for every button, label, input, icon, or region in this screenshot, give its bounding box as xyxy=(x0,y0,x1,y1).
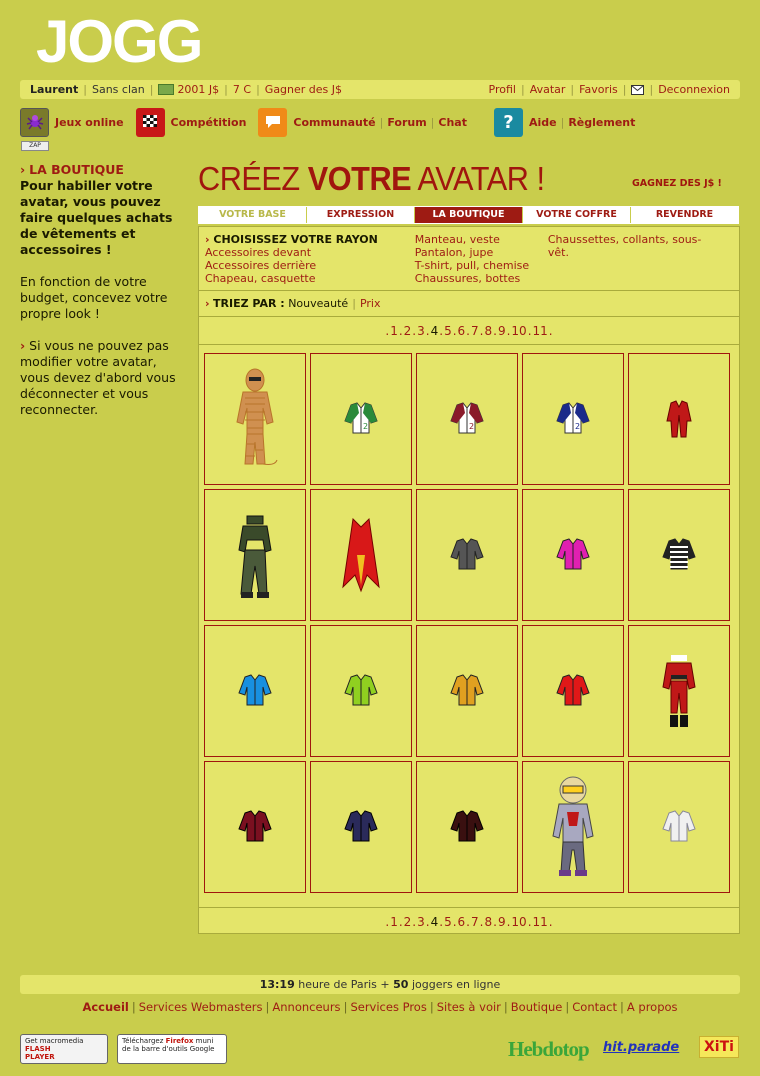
footer-accueil[interactable]: Accueil xyxy=(82,1000,129,1014)
item-santa-image xyxy=(657,651,701,731)
page-separator: . xyxy=(412,914,417,929)
zap-button[interactable]: ZAP xyxy=(21,141,49,151)
sort-bar: › TRIEZ PAR : Nouveauté | Prix xyxy=(199,291,739,317)
page-link-3[interactable]: 3 xyxy=(417,914,425,929)
nav-jeux[interactable]: Jeux online xyxy=(55,115,124,129)
hitparade-logo[interactable]: hit.parade xyxy=(603,1040,680,1055)
shop-item[interactable] xyxy=(416,761,518,893)
page-separator: . xyxy=(385,914,390,929)
item-cape-image xyxy=(337,515,385,595)
user-bar: Laurent | Sans clan | 2001 J$ | 7 C | Gagner des J$ Profil | Avatar | Favoris | | Deconnexion xyxy=(20,80,740,99)
rayon-chaussettes[interactable]: Chaussettes, collants, sous-vêt. xyxy=(547,233,702,259)
shop-item[interactable] xyxy=(522,353,624,485)
shop-item[interactable] xyxy=(204,761,306,893)
item-jacket-image xyxy=(337,671,385,711)
earn-link[interactable]: Gagner des J$ xyxy=(264,83,343,96)
item-jacket-zebra-image xyxy=(655,535,703,575)
shop-item[interactable] xyxy=(204,625,306,757)
svg-text:2: 2 xyxy=(469,422,475,431)
page-link-5[interactable]: 5 xyxy=(444,914,452,929)
page-separator: . xyxy=(493,914,497,929)
shop-item[interactable] xyxy=(628,761,730,893)
item-jacket-image xyxy=(231,671,279,711)
footer-sites[interactable]: Sites à voir xyxy=(436,1000,501,1014)
nav-communaute[interactable]: Communauté xyxy=(293,115,376,129)
footer-apropos[interactable]: A propos xyxy=(626,1000,678,1014)
rayon-accessoires-derriere[interactable]: Accessoires derrière xyxy=(205,259,317,272)
shop-item[interactable] xyxy=(310,353,412,485)
svg-text:2: 2 xyxy=(363,422,369,431)
page-link-8[interactable]: 8 xyxy=(484,914,493,929)
clan-status[interactable]: Sans clan xyxy=(91,83,145,96)
tab-expression[interactable]: EXPRESSION xyxy=(306,207,414,223)
item-jacket-dark-image xyxy=(337,807,385,847)
paris-time: 13:19 xyxy=(259,978,295,991)
page-separator: . xyxy=(452,914,457,929)
item-jacket-dark-image xyxy=(231,807,279,847)
nav-competition[interactable]: Compétition xyxy=(170,115,247,129)
item-jacket-image xyxy=(443,535,491,575)
shop-item[interactable] xyxy=(628,353,730,485)
page-separator: . xyxy=(466,914,470,929)
item-jacket-dark-image xyxy=(443,807,491,847)
page-link-4: 4 xyxy=(430,323,439,338)
xiti-logo[interactable]: XiTi xyxy=(699,1036,739,1058)
sidebar-title: LA BOUTIQUE xyxy=(29,162,124,177)
page-link-6[interactable]: 6 xyxy=(457,914,466,929)
page-link-7[interactable]: 7 xyxy=(471,914,479,929)
svg-text:2: 2 xyxy=(575,422,581,431)
shop-panel xyxy=(198,226,740,934)
page-separator: . xyxy=(548,914,553,929)
sidebar-intro: Pour habiller votre avatar, vous pouvez faire quelques achats de vêtements et accessoires ! xyxy=(20,178,173,257)
sidebar-budget: En fonction de votre budget, concevez votre propre look ! xyxy=(20,274,168,321)
pagination-bottom xyxy=(199,907,739,935)
rayon-chaussures[interactable]: Chaussures, bottes xyxy=(414,272,521,285)
main-nav: Jeux online Compétition Communauté | Forum | Chat ? Aide | Règlement xyxy=(20,107,740,137)
credits[interactable]: 7 C xyxy=(232,83,252,96)
page-separator: . xyxy=(425,323,430,338)
rayon-chapeau[interactable]: Chapeau, casquette xyxy=(205,272,316,285)
item-jacket-image xyxy=(549,535,597,575)
gagnez-link[interactable]: GAGNEZ DES J$ ! xyxy=(632,178,722,189)
item-mummy-image xyxy=(225,364,285,474)
page-link-10[interactable]: 10 xyxy=(511,323,527,338)
rayon-pantalon[interactable]: Pantalon, jupe xyxy=(414,246,494,259)
page-separator: . xyxy=(466,323,470,338)
rayon-section xyxy=(199,227,739,291)
arrow-icon: › xyxy=(205,297,210,310)
username[interactable]: Laurent xyxy=(30,83,79,96)
tab-votre-base[interactable]: VOTRE BASE xyxy=(199,207,306,223)
shop-item[interactable] xyxy=(522,761,624,893)
rayon-tshirt[interactable]: T-shirt, pull, chemise xyxy=(414,259,530,272)
page-link-1[interactable]: 1 xyxy=(390,914,398,929)
page-link-5[interactable]: 5 xyxy=(444,323,452,338)
page-separator: . xyxy=(527,323,532,338)
tab-revendre[interactable]: REVENDRE xyxy=(630,207,738,223)
avatar-link[interactable]: Avatar xyxy=(529,83,566,96)
page-link-2[interactable]: 2 xyxy=(403,323,412,338)
item-robot-image xyxy=(543,772,603,882)
rayon-title: CHOISISSEZ VOTRE RAYON xyxy=(213,233,378,246)
footer-contact[interactable]: Contact xyxy=(572,1000,617,1014)
spider-icon[interactable] xyxy=(20,108,49,137)
shop-item[interactable] xyxy=(310,625,412,757)
footer-boutique[interactable]: Boutique xyxy=(510,1000,563,1014)
item-jacket-stripe-image xyxy=(443,399,491,439)
shop-item[interactable] xyxy=(628,489,730,621)
page-link-1[interactable]: 1 xyxy=(390,323,398,338)
item-jacket-stripe-image xyxy=(549,399,597,439)
item-jacket-stripe-image xyxy=(337,399,385,439)
nav-aide[interactable]: Aide xyxy=(528,115,557,129)
page-separator: . xyxy=(493,323,497,338)
page-link-7[interactable]: 7 xyxy=(471,323,479,338)
shop-item[interactable] xyxy=(204,353,306,485)
flash-player-badge[interactable]: Get macromedia FLASH PLAYER xyxy=(20,1034,108,1064)
firefox-badge[interactable]: Téléchargez Firefox muni de la barre d'outils Google xyxy=(117,1034,227,1064)
page-separator: . xyxy=(398,914,403,929)
help-icon[interactable]: ? xyxy=(494,108,523,137)
balance[interactable]: 2001 J$ xyxy=(177,83,220,96)
avatar-tabs xyxy=(198,206,739,224)
rayon-manteau[interactable]: Manteau, veste xyxy=(414,233,500,246)
page-link-3[interactable]: 3 xyxy=(417,323,425,338)
item-jacket-image xyxy=(549,671,597,711)
item-jacket-white-image xyxy=(655,807,703,847)
pagination-top xyxy=(199,317,739,345)
page-link-2[interactable]: 2 xyxy=(403,914,412,929)
page-link-9[interactable]: 9 xyxy=(497,323,506,338)
page-separator: . xyxy=(479,323,484,338)
sort-label: TRIEZ PAR : xyxy=(213,297,285,310)
nav-forum[interactable]: Forum xyxy=(387,115,427,129)
shop-item[interactable] xyxy=(416,489,518,621)
sidebar xyxy=(20,162,185,418)
money-icon xyxy=(158,84,174,95)
page-separator: . xyxy=(439,914,444,929)
sidebar-warning: Si vous ne pouvez pas modifier votre avatar, vous devez d'abord vous déconnecter et vous reconnecter. xyxy=(20,338,176,417)
shop-item[interactable] xyxy=(416,353,518,485)
item-grid xyxy=(204,353,730,893)
footer-links: Accueil | Services Webmasters | Annonceurs | Services Pros | Sites à voir | Boutique | Contact | A propos xyxy=(82,1000,678,1014)
speech-bubble-icon[interactable] xyxy=(258,108,287,137)
arrow-icon: › xyxy=(205,233,210,246)
favoris-link[interactable]: Favoris xyxy=(579,83,618,96)
sort-prix[interactable]: Prix xyxy=(359,297,381,310)
shop-item[interactable] xyxy=(628,625,730,757)
profil-link[interactable]: Profil xyxy=(488,83,516,96)
page-link-8[interactable]: 8 xyxy=(484,323,493,338)
tab-la-boutique[interactable]: LA BOUTIQUE xyxy=(414,207,522,223)
status-bar: 13:19 heure de Paris + 50 joggers en ligne xyxy=(20,975,740,994)
shop-item[interactable] xyxy=(310,489,412,621)
page-separator: . xyxy=(385,323,390,338)
logo-text: JOGG xyxy=(36,10,202,68)
page-separator: . xyxy=(527,914,532,929)
shop-item[interactable] xyxy=(416,625,518,757)
footer-webmasters[interactable]: Services Webmasters xyxy=(138,1000,263,1014)
logout-link[interactable]: Deconnexion xyxy=(658,83,730,96)
page-separator: . xyxy=(412,323,417,338)
shop-item[interactable] xyxy=(204,489,306,621)
nav-reglement[interactable]: Règlement xyxy=(568,115,636,129)
page-separator: . xyxy=(452,323,457,338)
page-link-11[interactable]: 11 xyxy=(532,914,548,929)
item-jacket-image xyxy=(443,671,491,711)
item-outfit-green-image xyxy=(231,510,279,600)
nav-chat[interactable]: Chat xyxy=(438,115,467,129)
page-separator: . xyxy=(548,323,553,338)
jogg-logo[interactable] xyxy=(36,10,256,68)
page-separator: . xyxy=(506,323,511,338)
online-count: 50 xyxy=(393,978,409,991)
rayon-accessoires-devant[interactable]: Accessoires devant xyxy=(205,246,312,259)
shop-item[interactable] xyxy=(522,625,624,757)
envelope-icon[interactable] xyxy=(631,85,644,95)
page-separator: . xyxy=(479,914,484,929)
page-link-6[interactable]: 6 xyxy=(457,323,466,338)
page-title: CRÉEZ VOTRE AVATAR ! xyxy=(198,160,545,197)
shop-item[interactable] xyxy=(522,489,624,621)
page-separator: . xyxy=(398,323,403,338)
hebdotop-logo[interactable]: Hebdotop xyxy=(508,1037,589,1061)
arrow-icon: › xyxy=(20,338,26,353)
shop-item[interactable] xyxy=(310,761,412,893)
tab-votre-coffre[interactable]: VOTRE COFFRE xyxy=(522,207,630,223)
page-link-10[interactable]: 10 xyxy=(511,914,527,929)
page-link-4: 4 xyxy=(430,914,439,929)
sort-current: Nouveauté xyxy=(288,297,349,310)
footer-services-pros[interactable]: Services Pros xyxy=(350,1000,427,1014)
arrow-icon: › xyxy=(20,162,26,177)
page-separator: . xyxy=(425,914,430,929)
page-link-11[interactable]: 11 xyxy=(532,323,548,338)
checkered-flag-icon[interactable] xyxy=(136,108,165,137)
item-coat-long-image xyxy=(659,399,699,439)
footer-annonceurs[interactable]: Annonceurs xyxy=(272,1000,341,1014)
page-link-9[interactable]: 9 xyxy=(497,914,506,929)
page-separator: . xyxy=(506,914,511,929)
page-separator: . xyxy=(439,323,444,338)
